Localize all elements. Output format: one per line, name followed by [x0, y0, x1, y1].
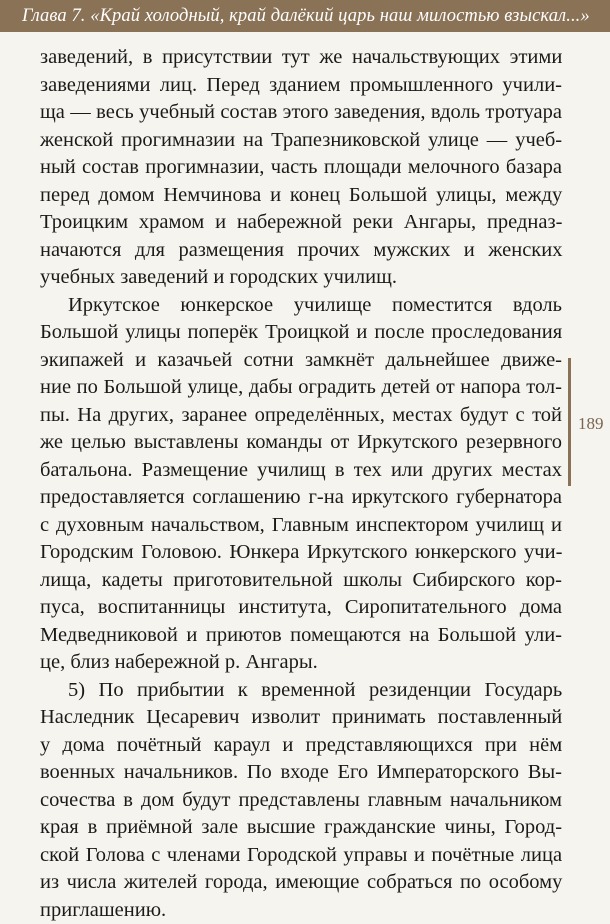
text-line: батальона. Размещение училищ в тех или других местах [40, 457, 562, 485]
page-rule [568, 358, 571, 486]
text-line: военных начальников. По входе Его Императорского Вы- [40, 759, 562, 787]
paragraph [40, 677, 562, 924]
text-line: учебных заведений и городских училищ. [40, 264, 562, 292]
text-line: лища, кадеты приготовительной школы Сибирского кор- [40, 567, 562, 595]
text-line: пы. На других, заранее определённых, местах будут с той [40, 402, 562, 430]
chapter-title: Глава 7. «Край холодный, край далёкий царь наш милостью взыскал...» [22, 6, 590, 27]
text-line: Большой улицы поперёк Троицкой и после проследования [40, 319, 562, 347]
text-line: экипажей и казачьей сотни замкнёт дальнейшее движе- [40, 347, 562, 375]
text-line: заведений, в присутствии тут же начальствующих этими [40, 44, 562, 72]
text-line: у дома почётный караул и представляющихся при нём [40, 732, 562, 760]
text-line: заведениями лиц. Перед зданием промышленного учили- [40, 72, 562, 100]
paragraph [40, 44, 562, 292]
text-line: перед домом Немчинова и конец Большой улицы, между [40, 182, 562, 210]
chapter-header [0, 0, 610, 32]
text-line: Иркутское юнкерское училище поместится вдоль [40, 292, 562, 320]
text-line: с духовным начальством, Главным инспектором училищ и [40, 512, 562, 540]
text-line: Троицким храмом и набережной реки Ангары, предназ- [40, 209, 562, 237]
page-number-marker [568, 358, 608, 486]
text-line: 5) По прибытии к временной резиденции Государь [40, 677, 562, 705]
text-line: ный состав прогимназии, часть площади мелочного базара [40, 154, 562, 182]
text-line: пуса, воспитанницы института, Сиропитательного дома [40, 594, 562, 622]
text-line: Медведниковой и приютов помещаются на Большой ули- [40, 622, 562, 650]
text-line: сочества в дом будут представлены главным начальником [40, 787, 562, 815]
text-line: края в приёмной зале высшие гражданские чины, Город- [40, 814, 562, 842]
text-line: предоставляется соглашению г-на иркутского губернатора [40, 484, 562, 512]
text-line: из числа жителей города, имеющие собраться по особому [40, 869, 562, 897]
text-line: женской прогимназии на Трапезниковской улице — учеб- [40, 127, 562, 155]
page-number: 189 [578, 414, 604, 434]
text-line: ние по Большой улице, дабы оградить детей от напора тол- [40, 374, 562, 402]
body-text [40, 44, 562, 924]
text-line: же целью выставлены команды от Иркутского резервного [40, 429, 562, 457]
text-line: ща — весь учебный состав этого заведения, вдоль тротуара [40, 99, 562, 127]
text-line: Городским Головою. Юнкера Иркутского юнкерского учи- [40, 539, 562, 567]
text-line: ской Голова с членами Городской управы и почётные лица [40, 842, 562, 870]
paragraph [40, 292, 562, 677]
text-line: Наследник Цесаревич изволит принимать поставленный [40, 704, 562, 732]
text-line: це, близ набережной р. Ангары. [40, 649, 562, 677]
text-line: начаются для размещения прочих мужских и женских [40, 237, 562, 265]
text-line: приглашению. [40, 897, 562, 924]
